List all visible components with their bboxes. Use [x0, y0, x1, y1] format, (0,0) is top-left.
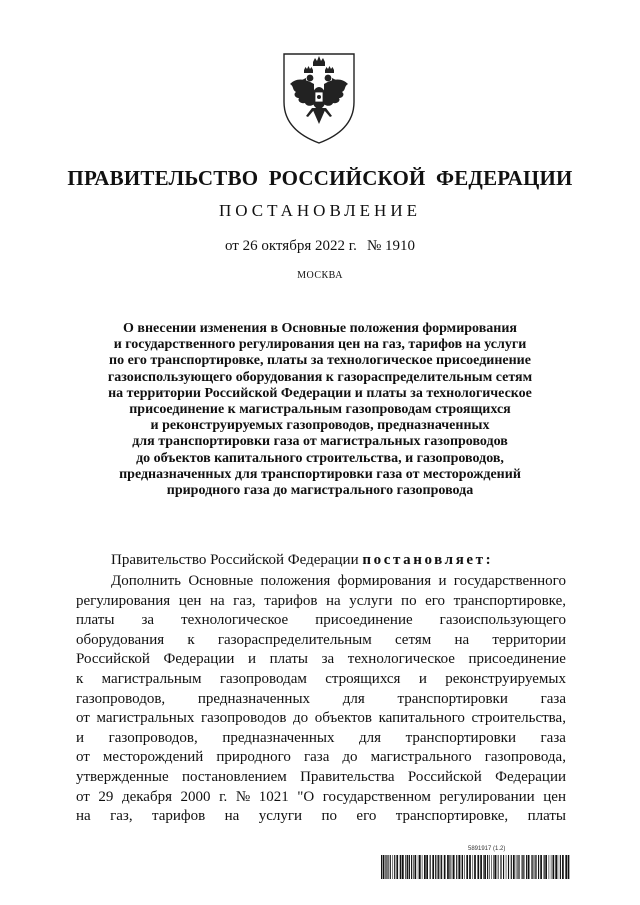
barcode-bar — [453, 855, 455, 879]
barcode-bar — [461, 855, 462, 879]
body-word: Федерации — [495, 768, 566, 785]
barcode-bar — [449, 855, 450, 879]
body-word: от — [76, 710, 90, 727]
body-line — [76, 807, 566, 827]
barcode-bar — [484, 855, 486, 879]
body-word: на — [209, 592, 225, 609]
body-word: присоединение — [468, 651, 566, 668]
barcode-bar — [526, 855, 527, 879]
body-word: формирования — [337, 573, 432, 589]
body-word: транспортировки — [405, 729, 516, 746]
body-word: оборудования — [76, 631, 165, 648]
barcode-bar — [394, 855, 395, 879]
document-dateline — [0, 238, 640, 255]
barcode-bar — [390, 855, 391, 879]
body-word: для — [342, 690, 365, 707]
barcode-bar — [452, 855, 453, 879]
barcode-bar — [522, 855, 523, 879]
body-line — [76, 650, 566, 670]
body-line — [76, 748, 566, 768]
barcode-bar — [517, 855, 518, 879]
body-word: Дополнить — [111, 573, 181, 589]
body-word: от — [76, 749, 90, 766]
body-word: газопроводов — [200, 710, 287, 727]
barcode-bar — [383, 855, 385, 879]
barcode-bar — [508, 855, 509, 879]
body-line — [76, 768, 566, 788]
body-word: и — [247, 651, 256, 668]
body-word: газопроводов, — [76, 690, 166, 707]
body-word: утвержденные — [76, 768, 169, 785]
body-word: газа — [540, 729, 566, 746]
body-word: услуги — [349, 592, 393, 609]
body-word: на — [76, 808, 91, 825]
barcode-bar — [540, 855, 542, 879]
barcode-id: 5891917 (1.2) — [468, 846, 506, 852]
document-city: МОСКВА — [297, 270, 343, 281]
barcode-bar — [506, 855, 507, 879]
barcode-bar — [418, 855, 419, 879]
barcode-bar — [531, 855, 532, 879]
barcode-bar — [464, 855, 465, 879]
body-word: платы — [269, 651, 309, 668]
barcode-bar — [477, 855, 479, 879]
body-word: строящихся — [325, 670, 401, 687]
body-word: территории — [492, 631, 566, 648]
barcode-bar — [466, 855, 468, 879]
barcode-bar — [562, 855, 564, 879]
body-word: за — [321, 651, 335, 668]
body-word: за — [141, 612, 155, 629]
barcode-bar — [560, 855, 561, 879]
body-word: по — [321, 808, 337, 825]
body-word: газа — [540, 690, 566, 707]
barcode-bar — [447, 855, 449, 879]
body-line — [76, 729, 566, 749]
body-word: строительства, — [471, 710, 566, 727]
body-word: сетям — [394, 631, 432, 648]
body-word: газоиспользующего — [439, 612, 566, 629]
title-line: для транспортировки газа от магистральных газопроводов — [132, 434, 508, 450]
title-line: предназначенных для транспортировки газа от месторождений — [119, 466, 521, 482]
barcode-bar — [387, 855, 388, 879]
body-word: от — [76, 788, 90, 805]
barcode-bar — [519, 855, 520, 879]
body-word: газ, — [233, 592, 256, 609]
body-word: тарифов — [152, 808, 206, 825]
body-word: к — [187, 631, 195, 648]
barcode-bar — [422, 855, 423, 879]
document-type: ПОСТАНОВЛЕНИЕ — [218, 201, 421, 220]
barcode-bar — [545, 855, 547, 879]
barcode-bar — [535, 855, 536, 879]
barcode-bar — [511, 855, 512, 879]
body-word: до — [342, 749, 358, 766]
barcode-bar — [426, 855, 428, 879]
barcode-bar — [516, 855, 517, 879]
title-line: газоиспользующего оборудования к газораспределительным сетям — [107, 369, 533, 385]
barcode-bar — [400, 855, 402, 879]
barcode-bar — [493, 855, 494, 879]
barcode-bar — [494, 855, 496, 879]
title-line: и государственного регулирования цен на газ, тарифов на услуги — [113, 337, 527, 353]
barcode-bar — [513, 855, 515, 879]
barcode-bar — [474, 855, 476, 879]
barcode-bar — [497, 855, 498, 879]
barcode-bar — [568, 855, 570, 879]
body-word: Федерации — [163, 651, 235, 668]
barcode-bar — [501, 855, 502, 879]
barcode — [381, 855, 571, 879]
barcode-bar — [518, 855, 519, 879]
body-word: газа — [303, 749, 330, 766]
barcode-bar — [487, 855, 488, 879]
body-word: услуги — [258, 808, 303, 825]
barcode-bar — [437, 855, 438, 879]
body-word: 2000 — [180, 788, 211, 805]
document-body — [76, 572, 566, 827]
body-line — [76, 670, 566, 690]
body-word: газопроводов, — [108, 729, 198, 746]
title-line: природного газа до магистрального газопровода — [166, 483, 474, 499]
barcode-bar — [565, 855, 567, 879]
government-name: ПРАВИТЕЛЬСТВО РОССИЙСКОЙ ФЕДЕРАЦИИ — [67, 166, 573, 190]
body-word: магистрального — [370, 749, 472, 766]
body-word: реконструируемых — [445, 670, 566, 687]
body-word: месторождений — [102, 749, 204, 766]
barcode-bar — [456, 855, 457, 879]
body-line — [76, 709, 566, 729]
body-word: до — [293, 710, 309, 727]
barcode-bar — [444, 855, 446, 879]
title-line: на территории Российской Федерации и платы за технологическое — [108, 385, 532, 401]
body-word: технологическое — [347, 651, 455, 668]
body-word: Российской — [76, 651, 150, 668]
body-word: и — [418, 670, 427, 687]
barcode-bar — [458, 855, 460, 879]
body-word: тарифов — [264, 592, 318, 609]
barcode-bar — [549, 855, 550, 879]
body-word: магистральным — [101, 670, 202, 687]
body-word: регулировании — [439, 788, 535, 805]
body-word: 29 — [98, 788, 114, 805]
barcode-bar — [498, 855, 499, 879]
barcode-bar — [536, 855, 537, 879]
body-word: на — [224, 808, 240, 825]
barcode-bar — [385, 855, 386, 879]
document-date: от 26 октября 2022 г. — [224, 238, 357, 254]
body-word: Основные — [188, 573, 254, 589]
barcode-bar — [392, 855, 393, 879]
body-line — [76, 611, 566, 631]
barcode-bar — [503, 855, 504, 879]
body-word: и — [438, 573, 447, 589]
title-line: по его транспортировке, платы за технологическое присоединение — [109, 353, 531, 369]
body-word: транспортировке, — [395, 808, 509, 825]
body-word: положения — [260, 573, 331, 589]
body-word: газораспределительным — [217, 631, 372, 648]
barcode-bar — [551, 855, 552, 879]
body-word: № — [235, 788, 251, 805]
barcode-bar — [553, 855, 555, 879]
barcode-bar — [555, 855, 557, 879]
barcode-bar — [413, 855, 414, 879]
body-word: магистральных — [96, 710, 195, 727]
body-word: постановлением — [182, 768, 287, 785]
body-word: его — [356, 808, 377, 825]
barcode-bar — [462, 855, 463, 879]
barcode-bar — [500, 855, 501, 879]
body-word: цен — [543, 788, 566, 805]
body-word: "О — [297, 788, 315, 805]
barcode-bar — [396, 855, 398, 879]
barcode-bar — [491, 855, 492, 879]
resolution-intro — [111, 552, 493, 569]
body-word: транспортировке, — [453, 592, 566, 609]
body-word: газ, — [110, 808, 133, 825]
barcode-bar — [528, 855, 530, 879]
state-emblem — [278, 50, 360, 146]
document-number: № 1910 — [366, 238, 415, 254]
barcode-bar — [407, 855, 408, 879]
body-word: декабря — [121, 788, 172, 805]
body-word: платы — [527, 808, 566, 825]
body-line — [76, 631, 566, 651]
body-word: государственного — [453, 573, 566, 589]
barcode-bar — [483, 855, 484, 879]
body-word: государственном — [322, 788, 431, 805]
body-word: предназначенных — [222, 729, 335, 746]
resolves-word: постановляет: — [362, 552, 494, 568]
body-word: г. — [219, 788, 228, 805]
barcode-bar — [386, 855, 387, 879]
body-word: цен — [178, 592, 202, 609]
body-word: на — [325, 592, 341, 609]
body-word: его — [425, 592, 446, 609]
barcode-bar — [411, 855, 412, 879]
barcode-bar — [415, 855, 417, 879]
body-word: 1021 — [258, 788, 289, 805]
barcode-bar — [558, 855, 559, 879]
body-word: газопровода, — [484, 749, 566, 766]
body-word: и — [76, 729, 85, 746]
barcode-bar — [419, 855, 421, 879]
barcode-bar — [544, 855, 545, 879]
barcode-bar — [523, 855, 524, 879]
document-title — [70, 321, 570, 499]
barcode-bar — [472, 855, 473, 879]
barcode-bar — [480, 855, 482, 879]
body-line — [76, 690, 566, 710]
body-word: регулирования — [76, 592, 171, 609]
barcode-bar — [424, 855, 426, 879]
barcode-bar — [538, 855, 539, 879]
body-word: платы — [76, 612, 115, 629]
barcode-bar — [381, 855, 382, 879]
barcode-bar — [489, 855, 490, 879]
body-word: присоединение — [315, 612, 413, 629]
body-line — [76, 592, 566, 612]
barcode-bar — [438, 855, 439, 879]
barcode-bar — [409, 855, 410, 879]
body-line — [76, 572, 566, 592]
barcode-bar — [405, 855, 406, 879]
barcode-bar — [532, 855, 533, 879]
body-word: природного — [216, 749, 291, 766]
title-line: О внесении изменения в Основные положения формирования — [123, 321, 517, 336]
body-word: по — [401, 592, 417, 609]
body-word: на — [454, 631, 470, 648]
body-word: технологическое — [181, 612, 289, 629]
title-line: присоединение к магистральным газопроводам строящихся — [129, 402, 511, 418]
body-word: для — [359, 729, 382, 746]
title-line: до объектов капитального строительства, и газопроводов, — [136, 450, 504, 466]
body-line — [76, 788, 566, 808]
body-word: к — [76, 670, 84, 687]
body-word: объектов — [314, 710, 372, 727]
title-line: и реконструируемых газопроводов, предназначенных — [150, 418, 490, 434]
barcode-bar — [435, 855, 436, 879]
barcode-bar — [430, 855, 431, 879]
barcode-bar — [402, 855, 404, 879]
intro-text: Правительство Российской Федерации — [111, 552, 363, 568]
body-word: Правительства — [300, 768, 395, 785]
body-word: транспортировки — [397, 690, 508, 707]
barcode-bar — [441, 855, 442, 879]
body-word: газопроводам — [219, 670, 307, 687]
body-word: предназначенных — [197, 690, 311, 707]
body-word: капитального — [378, 710, 465, 727]
barcode-bar — [469, 855, 471, 879]
barcode-bar — [440, 855, 441, 879]
barcode-bar — [432, 855, 434, 879]
body-word: Российской — [407, 768, 482, 785]
